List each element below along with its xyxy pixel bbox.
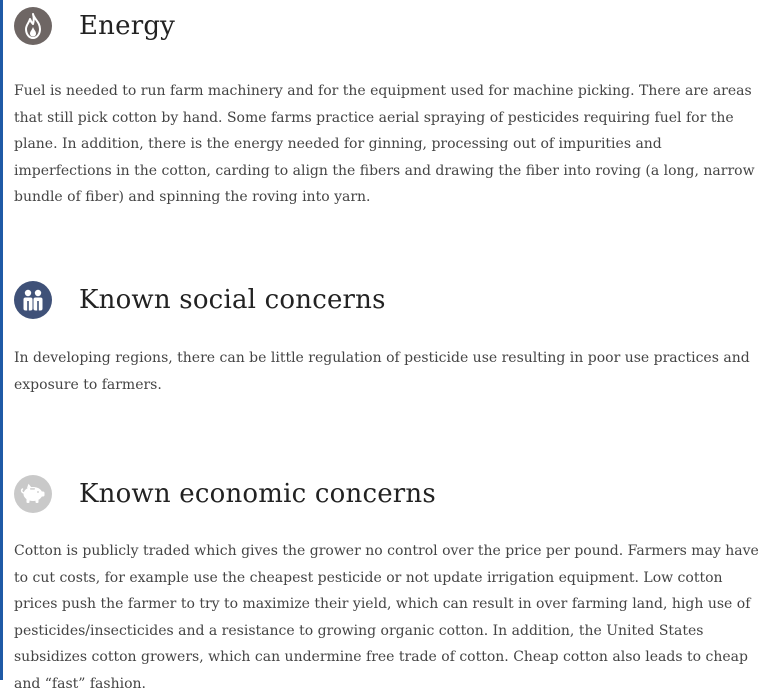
social-body: In developing regions, there can be little regulation of pesticide use resulting in poor use practices and exposure to farmers.: [14, 350, 750, 393]
economic-section: [14, 474, 763, 697]
social-heading: Known social concerns: [79, 285, 386, 315]
energy-body: Fuel is needed to run farm machinery and for the equipment used for machine picking. There are areas that still pick cotton by hand. Some farms practice aerial spraying of pesticides requiring fuel for the plane. In addition, there is the energy needed for ginning, processing out of impurities and imperfections in the cotton, carding to align the fibers and drawing the fiber into roving (a long, narrow bundle of fiber) and spinning the roving into yarn.: [14, 83, 755, 205]
social-header: [14, 280, 763, 320]
economic-body: Cotton is publicly traded which gives the grower no control over the price per pound. Farmers may have to cut costs, for example use the cheapest pesticide or not update irrigation equipment. Low cotton prices push the farmer to try to maximize their yield, which can result in over farming land, high use of pesticides/insecticides and a resistance to growing organic cotton. In addition, the United States subsidizes cotton growers, which can undermine free trade of cotton. Cheap cotton also leads to cheap and “fast” fashion.: [14, 543, 759, 692]
piggy-bank-icon: [14, 475, 52, 513]
economic-heading: Known economic concerns: [79, 479, 436, 509]
energy-section: [14, 6, 763, 211]
people-icon: [14, 281, 52, 319]
energy-header: [14, 6, 763, 46]
social-section: [14, 280, 763, 398]
economic-header: [14, 474, 763, 514]
flame-icon: [14, 7, 52, 45]
energy-heading: Energy: [79, 11, 176, 41]
